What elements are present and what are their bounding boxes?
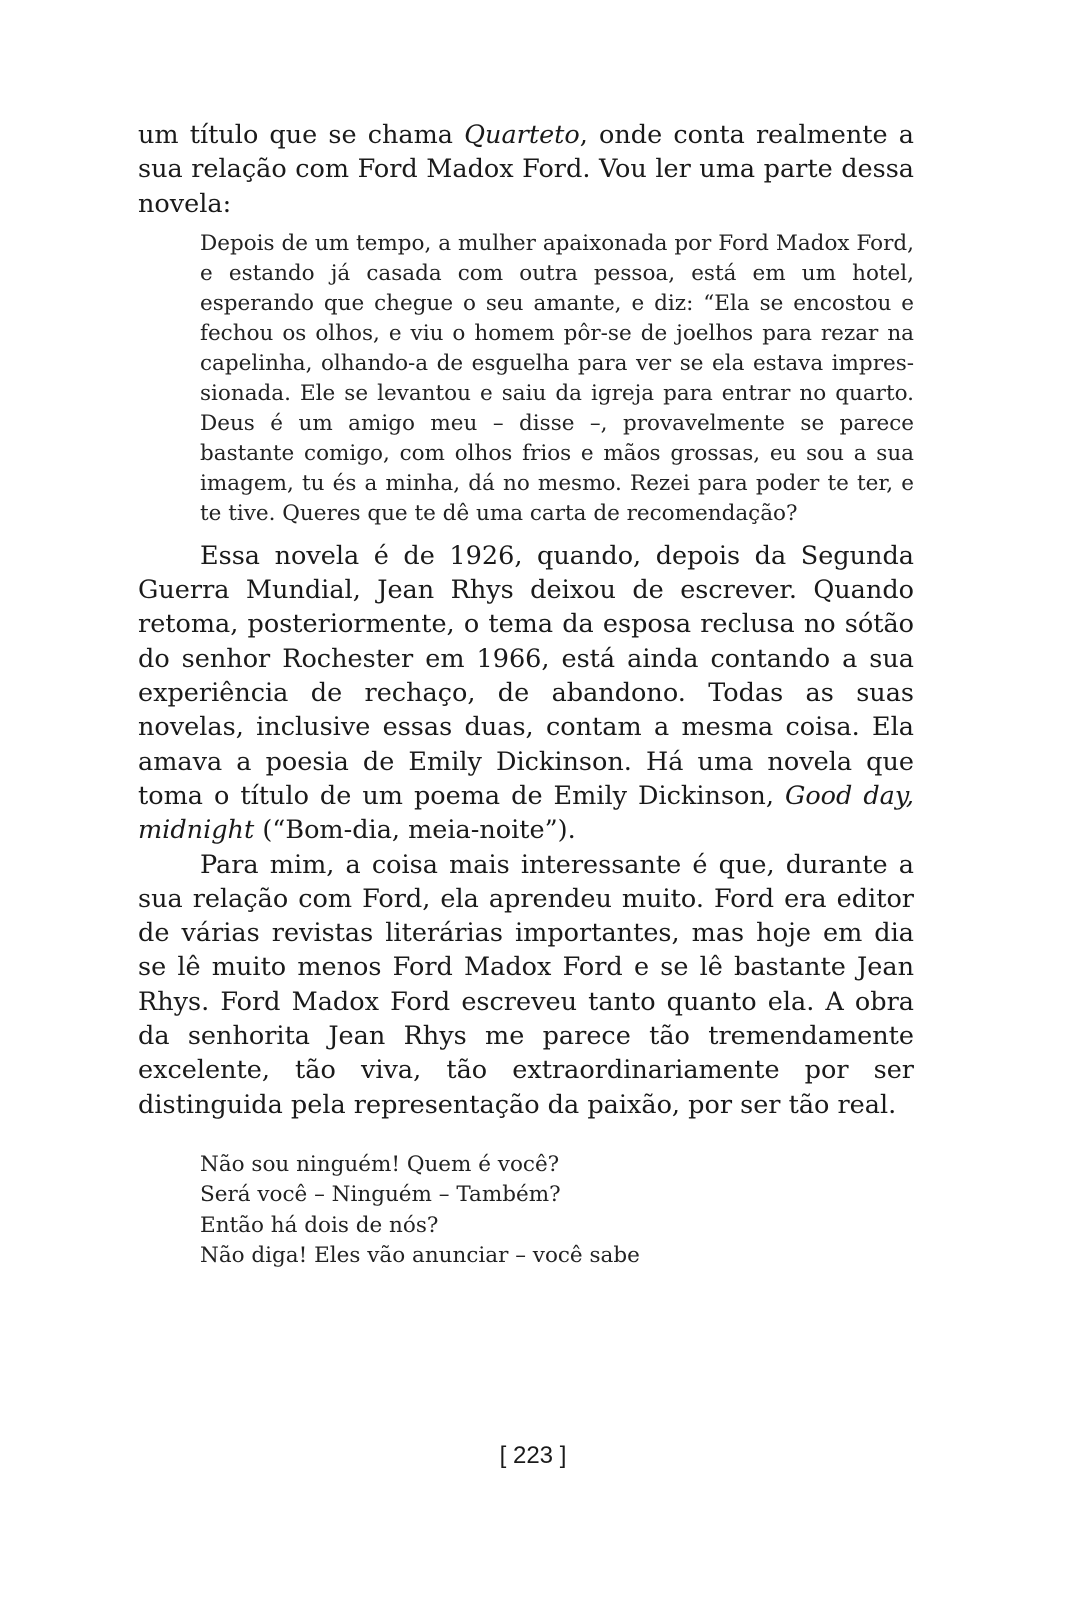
poem-line-1: Não sou ninguém! Quem é você?: [200, 1151, 560, 1177]
poem-excerpt: [200, 1150, 914, 1272]
page-body: [138, 118, 914, 1272]
paragraph-3: Para mim, a coisa mais interessante é que, durante a sua relação com Ford, ela aprendeu muito. Ford era editor de várias revistas literárias importantes, mas hoje em dia se lê muito menos Ford Madox Ford e se lê bastante Jean Rhys. Ford Madox Ford escreveu tanto quanto ela. A obra da senhorita Jean Rhys me parece tão tremendamente excelente, tão viva, tão extraordinariamente por ser distinguida pela representação da paixão, por ser tão real.: [138, 849, 914, 1120]
paragraph-1-text-a: um título que se chama: [138, 120, 465, 150]
paragraph-2: [138, 539, 914, 848]
block-quote: Depois de um tempo, a mulher apaixonada por Ford Madox Ford, e estando já casada com outra pessoa, está em um hotel, esperando que chegue o seu amante, e diz: “Ela se encostou e fechou os olhos, e viu o homem pôr-se de joelhos para rezar na capelinha, olhando-a de esguelha para ver se ela estava impressionada. Ele se levantou e saiu da igreja para entrar no quarto. Deus é um amigo meu – disse –, provavelmente se parece bastante comigo, com olhos frios e mãos grossas, eu sou a sua imagem, tu és a minha, dá no mesmo. Rezei para poder te ter, e te tive. Queres que te dê uma carta de recomendação?: [200, 230, 914, 526]
page-number: [ 223 ]: [499, 1442, 567, 1469]
paragraph-2-text-a: Essa novela é de 1926, quando, depois da Segunda Guerra Mundial, Jean Rhys deixou de escrever. Quando retoma, posteriormente, o tema da esposa reclusa no sótão do senhor Rochester em 1966, está ainda contando a sua experiência de rechaço, de abandono. Todas as suas novelas, inclusive essas duas, contam a mesma coisa. Ela amava a poesia de Emily Dickinson. Há uma novela que toma o título de um poema de Emily Dickinson,: [138, 540, 914, 811]
poem-line-4: Não diga! Eles vão anunciar – você sabe: [200, 1243, 640, 1269]
paragraph-1: [138, 118, 914, 221]
poem-line-3: Então há dois de nós?: [200, 1212, 439, 1238]
book-title-good-day-midnight: Good day, midnight: [138, 780, 915, 846]
poem-line-2: Será você – Ninguém – Também?: [200, 1182, 561, 1208]
paragraph-2-text-b: (“Bom-dia, meia-noite”).: [254, 815, 576, 846]
book-title-quarteto: Quarteto: [464, 120, 580, 150]
paragraph-1-text-b: , onde conta realmente a sua relação com Ford Madox Ford. Vou ler uma parte dessa novela:: [138, 120, 914, 219]
